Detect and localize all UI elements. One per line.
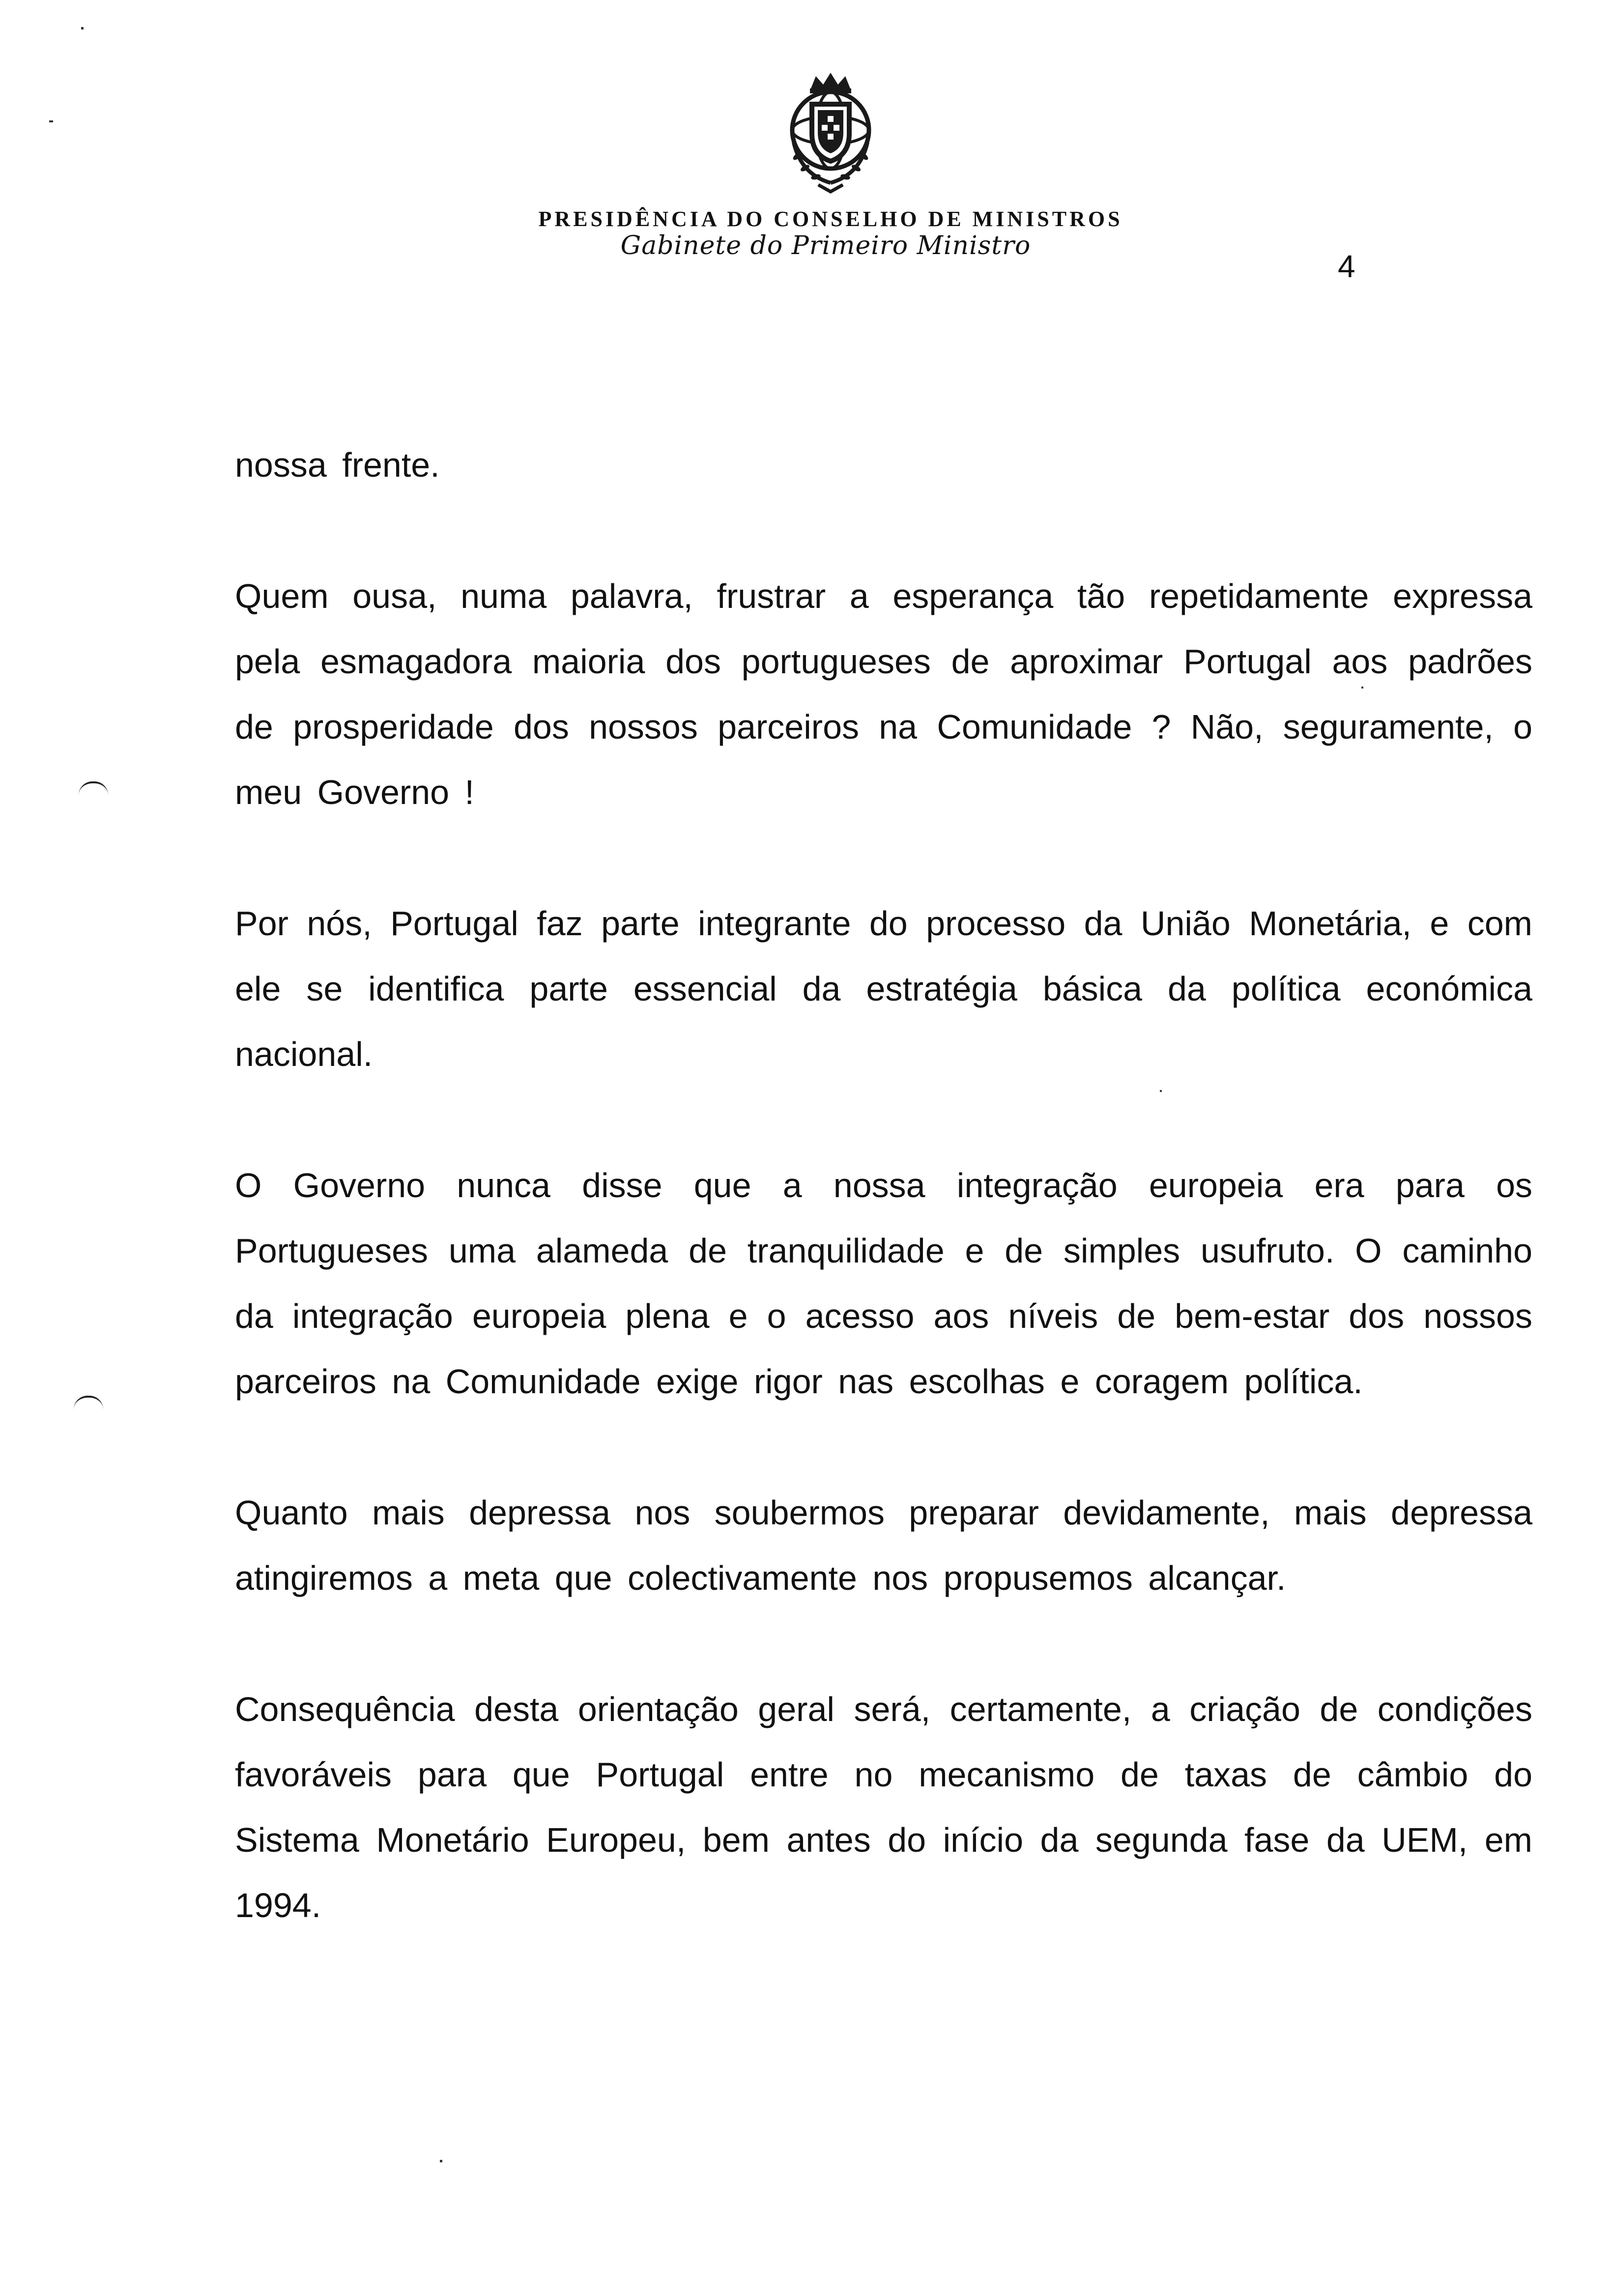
office-title: Gabinete do Primeiro Ministro bbox=[620, 231, 1031, 260]
scan-speck bbox=[49, 120, 53, 122]
paragraph: Quanto mais depressa nos soubermos preparar devidamente, mais depressa atingiremos a meta que colectivamente nos propusemos alcançar. bbox=[235, 1493, 1532, 1597]
scan-speck bbox=[1160, 1090, 1162, 1092]
paragraph: O Governo nunca disse que a nossa integração europeia era para os Portugueses uma alameda de tranquilidade e de simples usufruto. O caminho da integração europeia plena e o acesso aos níveis de bem-estar dos nossos parceiros na Comunidade exige rigor nas escolhas e coragem política. bbox=[235, 1166, 1532, 1401]
scan-speck bbox=[1361, 687, 1363, 689]
paragraph: nossa frente. bbox=[235, 446, 440, 484]
scan-speck bbox=[81, 27, 84, 29]
paragraph: Por nós, Portugal faz parte integrante do processo da União Monetária, e com ele se identifica parte essencial da estratégia básica da política económica nacional. bbox=[235, 904, 1532, 1073]
paragraph: Consequência desta orientação geral será, certamente, a criação de condições favoráveis para que Portugal entre no mecanismo de taxas de câmbio do Sistema Monetário Europeu, bem antes do início da segunda fase da UEM, em 1994. bbox=[235, 1690, 1532, 1924]
paragraph: Quem ousa, numa palavra, frustrar a esperança tão repetidamente expressa pela esmagadora maioria dos portugueses de aproximar Portugal aos padrões de prosperidade dos nossos parceiros na Comunidade ? Não, seguramente, o meu Governo ! bbox=[235, 577, 1532, 811]
organization-title: PRESIDÊNCIA DO CONSELHO DE MINISTROS bbox=[538, 207, 1123, 231]
document-body bbox=[235, 432, 1532, 1938]
margin-hole-punch-mark bbox=[79, 781, 108, 795]
margin-hole-punch-mark bbox=[74, 1396, 103, 1409]
coat-of-arms-portugal-icon bbox=[767, 69, 894, 197]
page-number: 4 bbox=[1338, 249, 1355, 284]
scan-speck bbox=[440, 2160, 442, 2162]
